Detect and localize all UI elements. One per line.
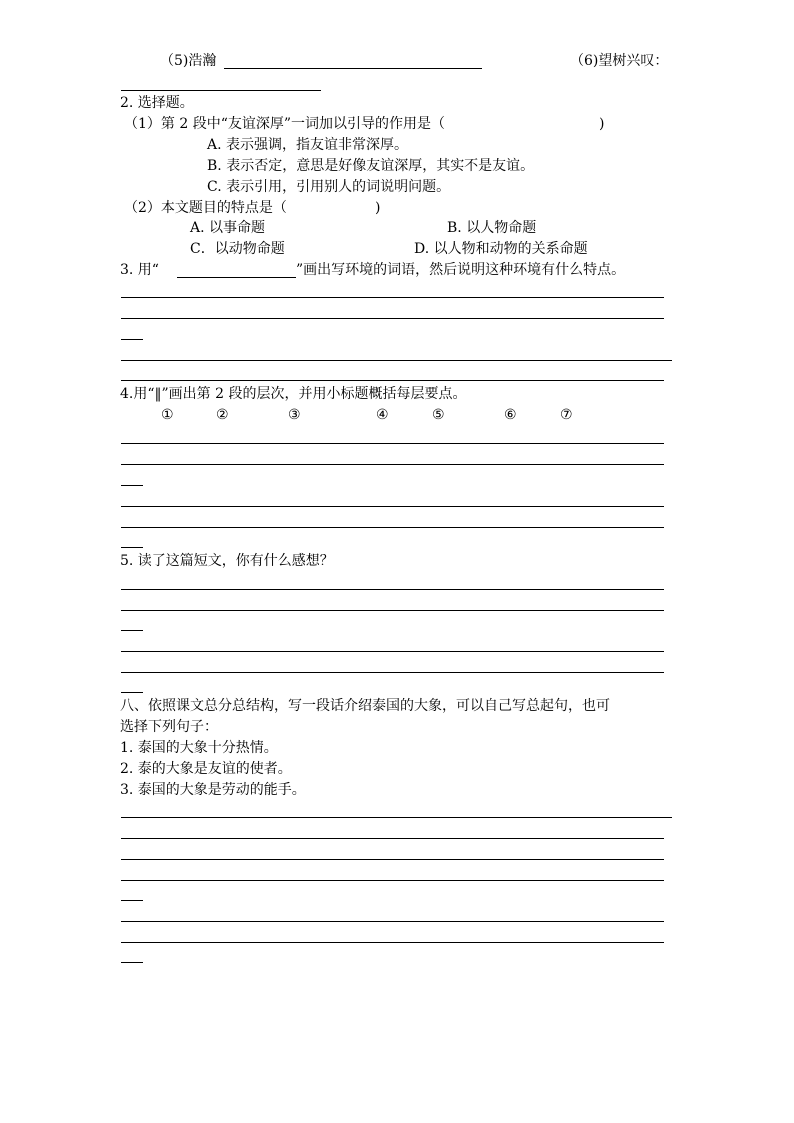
q5-answer-line-2[interactable] xyxy=(121,610,664,611)
q3-answer-line-5[interactable] xyxy=(121,380,664,381)
q8-option-2: 2. 泰的大象是友谊的使者。 xyxy=(120,761,292,777)
q2-sub1-option-c: C. 表示引用，引用别人的词说明问题。 xyxy=(207,179,451,195)
q8-answer-line-7[interactable] xyxy=(121,942,664,943)
q8-answer-line-2[interactable] xyxy=(121,838,664,839)
q3-prefix: 3. 用“ xyxy=(120,262,159,278)
q4-marker-3: ③ xyxy=(288,407,301,423)
q3-answer-line-2[interactable] xyxy=(121,318,664,319)
q2-sub1-stem: （1）第 2 段中“友谊深厚”一词加以引导的作用是（ xyxy=(124,116,446,132)
q8-answer-line-5[interactable] xyxy=(121,900,143,901)
q4-answer-line-6[interactable] xyxy=(121,547,143,548)
q3-answer-line-4[interactable] xyxy=(121,360,672,361)
q4-answer-line-5[interactable] xyxy=(121,527,664,528)
q4-answer-line-3[interactable] xyxy=(121,485,143,486)
q4-answer-line-1[interactable] xyxy=(121,443,664,444)
q4-marker-2: ② xyxy=(216,407,229,423)
q4-marker-5: ⑤ xyxy=(432,407,445,423)
q2-sub2-option-c: C．以动物命题 xyxy=(190,241,285,257)
q5-answer-line-1[interactable] xyxy=(121,589,664,590)
q8-answer-line-1[interactable] xyxy=(121,817,672,818)
q4-marker-1: ① xyxy=(161,407,174,423)
q2-sub2-stem: （2）本文题目的特点是（ xyxy=(124,200,287,216)
q8-instruction-line-1: 八、依照课文总分总结构，写一段话介绍泰国的大象，可以自己写总起句，也可 xyxy=(120,698,610,714)
q3-blank-line xyxy=(177,277,296,278)
q8-answer-line-6[interactable] xyxy=(121,921,664,922)
q5-answer-line-6[interactable] xyxy=(121,692,143,693)
q5-answer-line-4[interactable] xyxy=(121,651,664,652)
q4-marker-4: ④ xyxy=(376,407,389,423)
q8-option-3: 3. 泰国的大象是劳动的能手。 xyxy=(120,782,306,798)
q4-answer-line-4[interactable] xyxy=(121,506,664,507)
q3-answer-line-1[interactable] xyxy=(121,297,664,298)
q8-answer-line-4[interactable] xyxy=(121,880,664,881)
q2-sub2-close-paren: ) xyxy=(375,200,381,216)
q2-title: 2. 选择题。 xyxy=(120,95,194,111)
q2-sub1-close-paren: ) xyxy=(599,116,605,132)
q2-sub2-option-b: B. 以人物命题 xyxy=(447,220,537,236)
q3-suffix: ”画出写环境的词语，然后说明这种环境有什么特点。 xyxy=(296,262,626,278)
q4-marker-6: ⑥ xyxy=(504,407,517,423)
q8-option-1: 1. 泰国的大象十分热情。 xyxy=(120,740,278,756)
item6-answer-line[interactable] xyxy=(121,90,321,91)
q8-instruction-line-2: 选择下列句子： xyxy=(120,719,218,735)
q2-sub1-option-b: B. 表示否定，意思是好像友谊深厚，其实不是友谊。 xyxy=(207,158,535,174)
q2-sub1-option-a: A. 表示强调，指友谊非常深厚。 xyxy=(207,137,409,153)
q5-answer-line-3[interactable] xyxy=(121,630,143,631)
q4-marker-7: ⑦ xyxy=(560,407,573,423)
q2-sub2-option-a: A. 以事命题 xyxy=(190,220,266,236)
q5-answer-line-5[interactable] xyxy=(121,672,664,673)
q5-text: 5. 读了这篇短文，你有什么感想？ xyxy=(120,553,334,569)
item5-answer-line[interactable] xyxy=(224,68,482,69)
item5-label: （5)浩瀚 xyxy=(160,53,217,69)
q8-answer-line-8[interactable] xyxy=(121,962,143,963)
q2-sub2-option-d: D. 以人物和动物的关系命题 xyxy=(414,241,588,257)
item6-label: （6)望树兴叹： xyxy=(570,53,669,69)
q3-answer-line-3[interactable] xyxy=(121,339,143,340)
q8-answer-line-3[interactable] xyxy=(121,859,664,860)
q4-answer-line-2[interactable] xyxy=(121,464,664,465)
q4-text: 4.用“‖”画出第 2 段的层次，并用小标题概括每层要点。 xyxy=(120,386,467,402)
